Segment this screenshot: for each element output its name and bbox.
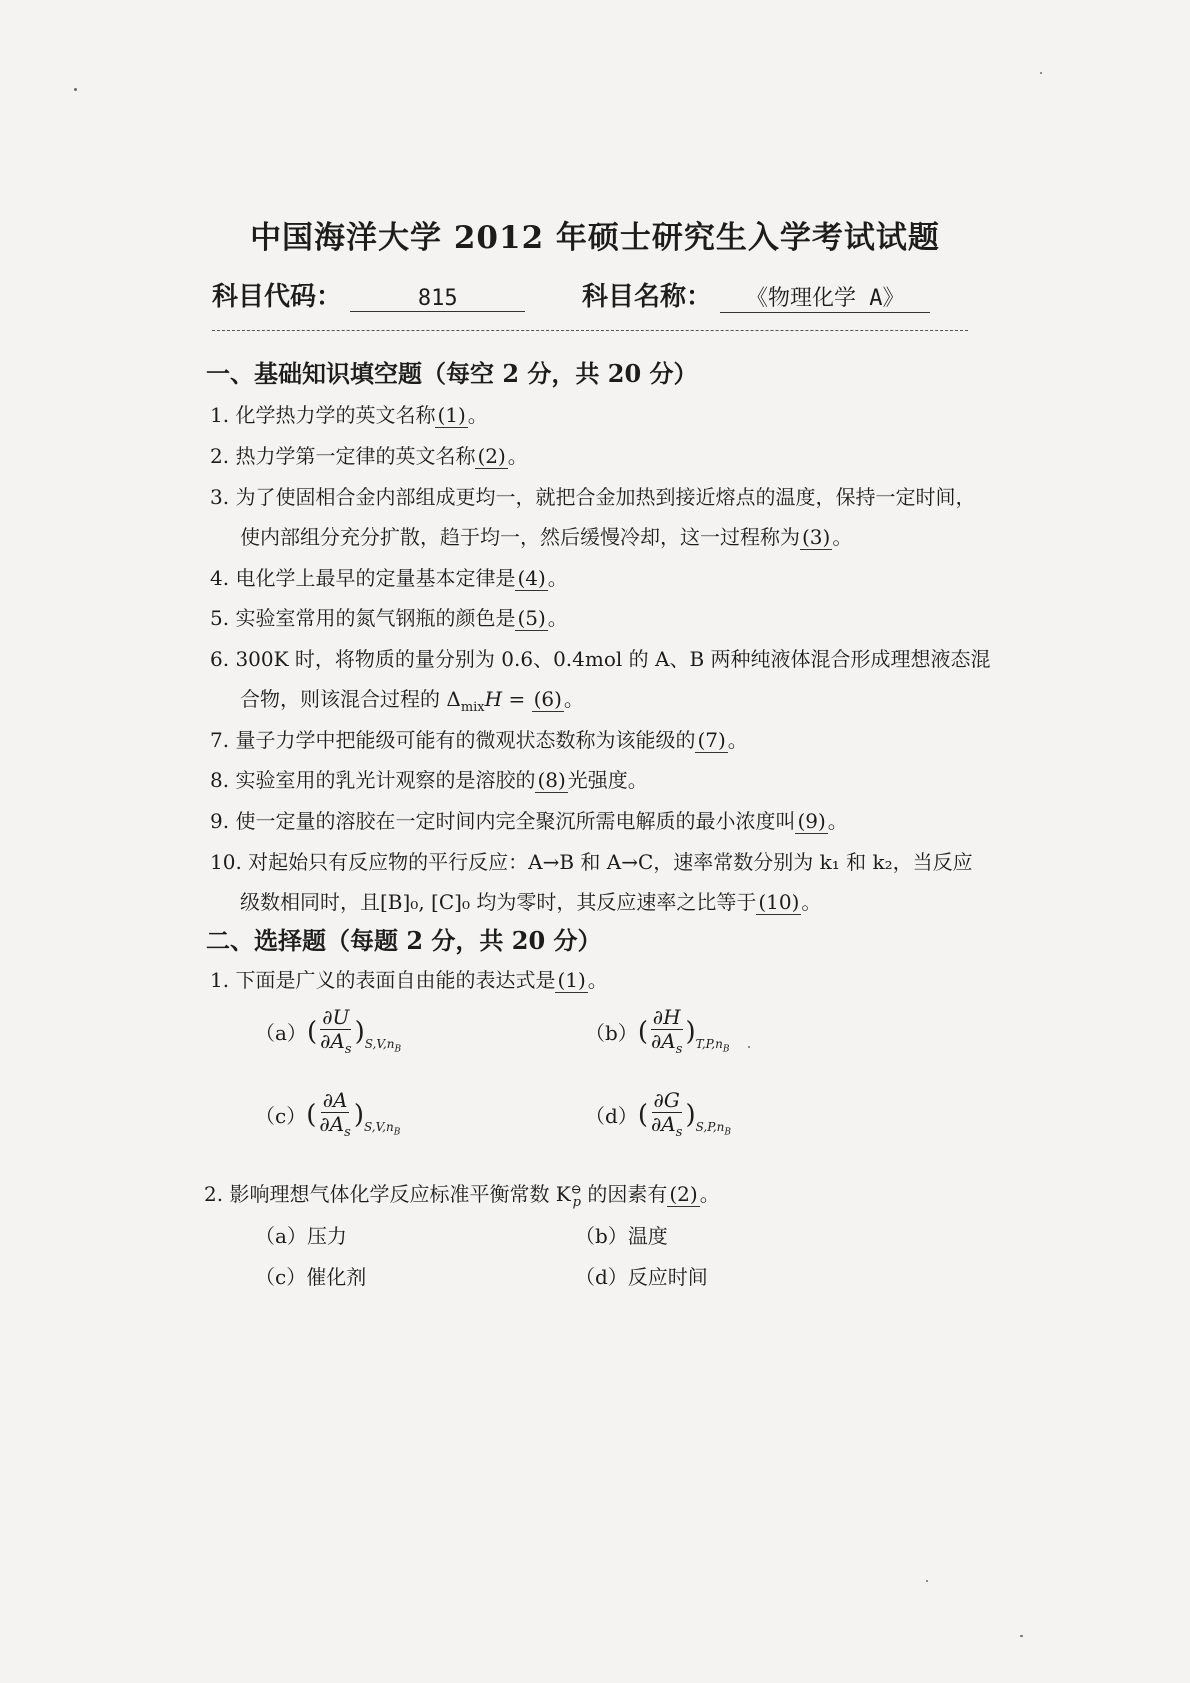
- option-d: [575, 1261, 708, 1290]
- open-paren: (: [637, 1016, 648, 1047]
- q-tail: 。: [727, 728, 748, 752]
- q-tail: 。: [507, 444, 528, 468]
- q1-5: [210, 602, 568, 631]
- q-tail: 。: [832, 525, 853, 549]
- q1-10-line1: 10. 对起始只有反应物的平行反应：A→B 和 A→C，速率常数分别为 k₁ 和 k₂，当反应: [210, 850, 973, 874]
- q-text: 2. 影响理想气体化学反应标准平衡常数 K: [204, 1182, 571, 1206]
- q1-3-line2: [240, 521, 852, 550]
- subscript-vars: T,P,n: [695, 1036, 723, 1051]
- q-tail: 。: [587, 968, 608, 992]
- enthalpy-symbol: H =: [484, 687, 532, 711]
- den-symbol: ∂A: [650, 1029, 676, 1053]
- close-paren: ): [685, 1099, 696, 1130]
- answer-blank: (8): [537, 768, 566, 792]
- answer-blank: (9): [797, 809, 826, 833]
- den-subscript: s: [344, 1125, 351, 1140]
- section1-heading: 一、基础知识填空题（每空 2 分，共 20 分）: [206, 359, 698, 388]
- close-paren: ): [353, 1099, 364, 1130]
- q1-7: [210, 724, 748, 753]
- subject-name: [582, 276, 930, 313]
- option-label: （c）: [255, 1104, 307, 1129]
- section2-heading: 二、选择题（每题 2 分，共 20 分）: [206, 926, 602, 955]
- q-text: 合物，则该混合过程的 Δ: [240, 687, 461, 711]
- subscript-tail: B: [393, 1126, 401, 1137]
- kp-subscript: p: [572, 1195, 581, 1210]
- open-paren: (: [306, 1099, 317, 1130]
- q1-2: [210, 440, 528, 469]
- option-b: [575, 1220, 668, 1249]
- answer-blank: (4): [517, 566, 546, 590]
- den-subscript: s: [675, 1042, 683, 1057]
- q2-2: [204, 1178, 720, 1210]
- option-label: （a）: [255, 1224, 307, 1248]
- scan-speck: [1020, 1635, 1023, 1637]
- answer-blank: (1): [557, 968, 586, 992]
- q-tail: 。: [699, 1182, 720, 1206]
- q1-3-line1: 3. 为了使固相合金内部组成更均一，就把合金加热到接近熔点的温度，保持一定时间，: [210, 485, 976, 509]
- q-tail: 光强度。: [567, 768, 648, 792]
- constraint-subscript: [696, 1037, 730, 1054]
- exam-title: 中国海洋大学 2012 年硕士研究生入学考试试题: [250, 220, 940, 256]
- den-subscript: s: [344, 1042, 352, 1057]
- fraction-numerator: ∂U: [322, 1005, 350, 1029]
- answer-blank: (2): [669, 1182, 698, 1206]
- option-label: （a）: [255, 1021, 307, 1046]
- q1-9: [210, 805, 848, 834]
- kp-symbol: [570, 1182, 582, 1210]
- option-text: 催化剂: [306, 1265, 367, 1289]
- option-c: [255, 1089, 400, 1141]
- standard-state-symbol: ⊖: [570, 1182, 582, 1198]
- fraction-numerator: ∂A: [322, 1088, 348, 1112]
- q2-1: [210, 964, 608, 993]
- answer-blank: (2): [477, 444, 506, 468]
- subscript-tail: B: [724, 1126, 732, 1137]
- subscript-vars: S,P,n: [695, 1119, 725, 1134]
- answer-blank: (7): [697, 728, 726, 752]
- constraint-subscript: [696, 1120, 731, 1137]
- q-text: 8. 实验室用的乳光计观察的是溶胶的: [210, 768, 536, 792]
- partial-fraction: [317, 1089, 352, 1141]
- q1-1: [210, 399, 488, 428]
- partial-fraction: [318, 1006, 353, 1058]
- q-text: 2. 热力学第一定律的英文名称: [210, 444, 476, 468]
- den-symbol: ∂A: [650, 1112, 676, 1136]
- q1-10-line2: [240, 886, 821, 915]
- q-text: 9. 使一定量的溶胶在一定时间内完全聚沉所需电解质的最小浓度叫: [210, 809, 796, 833]
- scan-speck: [926, 1580, 928, 1582]
- partial-fraction: [649, 1089, 684, 1141]
- scan-speck: [1040, 72, 1042, 74]
- q-tail: 。: [547, 566, 568, 590]
- q-tail: 。: [827, 809, 848, 833]
- q-tail: 。: [547, 606, 568, 630]
- constraint-subscript: [365, 1037, 401, 1054]
- constraint-subscript: [364, 1120, 400, 1137]
- q-text-mid: 的因素有: [580, 1182, 668, 1206]
- scan-speck: [74, 88, 77, 91]
- den-symbol: ∂A: [320, 1029, 345, 1053]
- fraction-denominator: [649, 1030, 684, 1058]
- option-label: （d）: [575, 1265, 628, 1289]
- option-label: （c）: [255, 1265, 307, 1289]
- scan-speck: [748, 1046, 750, 1048]
- subject-code-label: 科目代码：: [212, 282, 343, 312]
- option-a: [255, 1220, 347, 1249]
- open-paren: (: [306, 1016, 318, 1047]
- answer-blank: (3): [802, 525, 831, 549]
- subscript-vars: S,V,n: [364, 1036, 395, 1051]
- subscript-tail: B: [394, 1043, 402, 1054]
- option-d: [585, 1089, 731, 1141]
- q-text: 1. 化学热力学的英文名称: [210, 403, 436, 427]
- q-text: 1. 下面是广义的表面自由能的表达式是: [210, 968, 556, 992]
- subject-name-label: 科目名称：: [582, 282, 713, 312]
- subscript-tail: B: [722, 1043, 730, 1054]
- q-text: 5. 实验室常用的氮气钢瓶的颜色是: [210, 606, 516, 630]
- subject-code: [212, 276, 525, 313]
- fraction-denominator: [649, 1113, 684, 1141]
- fraction-numerator: ∂H: [652, 1005, 681, 1029]
- option-label: （b）: [575, 1224, 628, 1248]
- answer-blank: (5): [517, 606, 546, 630]
- q-tail: 。: [563, 687, 584, 711]
- header-divider: [212, 330, 968, 331]
- mix-subscript: mix: [460, 700, 485, 715]
- den-subscript: s: [675, 1125, 683, 1140]
- option-text: 压力: [306, 1224, 347, 1248]
- option-a: [255, 1006, 401, 1058]
- subscript-vars: S,V,n: [363, 1119, 394, 1134]
- partial-fraction: [649, 1006, 684, 1058]
- answer-blank: (10): [758, 890, 800, 914]
- den-symbol: ∂A: [319, 1112, 345, 1136]
- option-text: 温度: [627, 1224, 668, 1248]
- fraction-numerator: ∂G: [653, 1088, 680, 1112]
- close-paren: ): [685, 1016, 696, 1047]
- q1-4: [210, 562, 568, 591]
- q-tail: 。: [467, 403, 488, 427]
- answer-blank: (1): [437, 403, 466, 427]
- q1-8: [210, 764, 648, 793]
- option-c: [255, 1261, 366, 1290]
- open-paren: (: [637, 1099, 648, 1130]
- subject-code-value: 815: [350, 286, 525, 312]
- q-text: 使内部组分充分扩散，趋于均一，然后缓慢冷却，这一过程称为: [240, 525, 800, 549]
- option-text: 反应时间: [627, 1265, 708, 1289]
- option-b: [585, 1006, 729, 1058]
- q-text: 7. 量子力学中把能级可能有的微观状态数称为该能级的: [210, 728, 696, 752]
- q-text: 级数相同时，且[B]₀, [C]₀ 均为零时，其反应速率之比等于: [240, 890, 757, 914]
- q1-6-line1: 6. 300K 时，将物质的量分别为 0.6、0.4mol 的 A、B 两种纯液体混合形成理想液态混: [210, 647, 991, 671]
- close-paren: ): [354, 1016, 365, 1047]
- option-label: （d）: [585, 1104, 638, 1129]
- subject-name-value: 《物理化学 A》: [720, 281, 930, 313]
- fraction-denominator: [318, 1030, 353, 1058]
- q-text: 4. 电化学上最早的定量基本定律是: [210, 566, 516, 590]
- fraction-denominator: [317, 1113, 352, 1141]
- q-tail: 。: [801, 890, 822, 914]
- option-label: （b）: [585, 1021, 638, 1046]
- q1-6-line2: [240, 683, 584, 715]
- answer-blank: (6): [533, 687, 562, 711]
